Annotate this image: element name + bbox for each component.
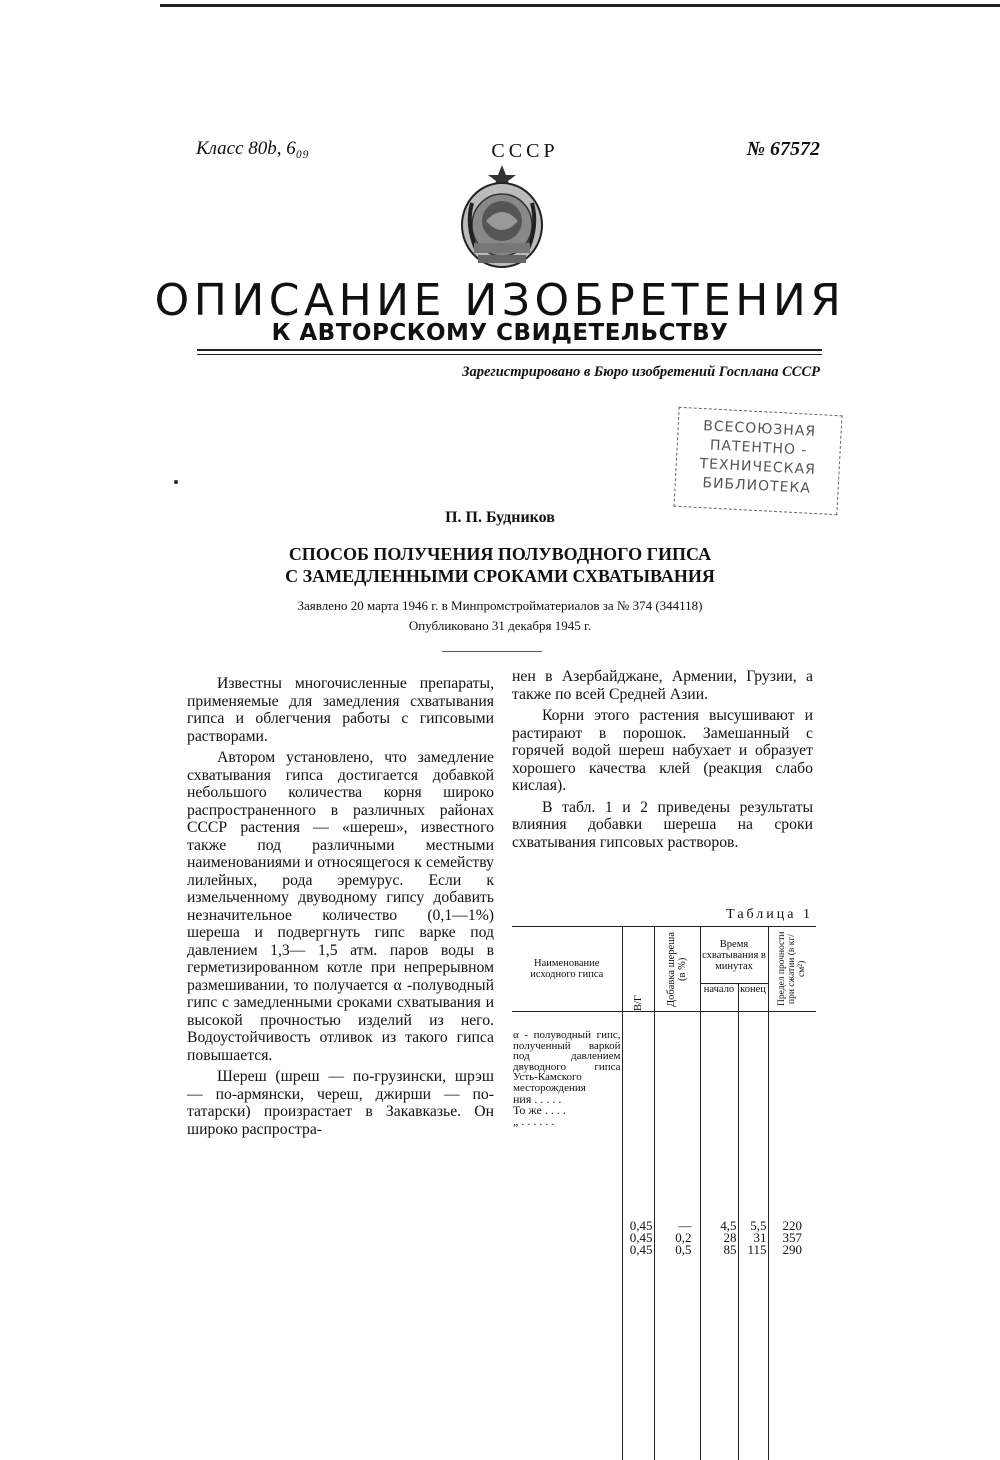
body-left-column	[187, 675, 494, 1138]
title-divider-thin	[197, 354, 822, 355]
body-paragraph: нен в Азербайджане, Армении, Грузии, а также по всей Средней Азии.	[512, 668, 813, 703]
registration-note: Зарегистрировано в Бюро изобретений Госплана СССР	[360, 364, 820, 381]
additive-value: 0,5	[656, 1244, 692, 1256]
end-value: 5,5	[740, 1220, 767, 1232]
country-label: СССР	[470, 140, 580, 163]
filed-date: Заявлено 20 марта 1946 г. в Минпромстройматериалов за № 374 (344118)	[150, 596, 850, 616]
header-wg	[622, 927, 654, 1012]
invention-title-line: СПОСОБ ПОЛУЧЕНИЯ ПОЛУВОДНОГО ГИПСА	[150, 543, 850, 565]
body-right-column	[512, 668, 813, 851]
document-main-title: ОПИСАНИЕ ИЗОБРЕТЕНИЯ	[150, 275, 850, 326]
strength-cell	[768, 1012, 816, 1460]
patent-number: № 67572	[690, 138, 820, 161]
strength-value: 357	[770, 1232, 816, 1244]
header-additive	[654, 927, 700, 1012]
body-paragraph: Шереш (шреш — по-грузински, шрэш — по-армянски, череш, джирши — по-татарски) произрастает в Закавказье. Он широко распростра-	[187, 1068, 494, 1138]
document-subtitle: К АВТОРСКОМУ СВИДЕТЕЛЬСТВУ	[150, 320, 850, 346]
invention-title	[150, 543, 850, 587]
material-cell	[512, 1012, 622, 1460]
body-paragraph: Автором установлено, что замедление схватывания гипса достигается добавкой небольшого количества корня широко распространенного в различных районах СССР растения — «шереш», известного также под различными местными наименованиями и относящегося к семейству лилейных, рода эремурус. Если к измельченному двуводному гипсу добавить незначительное количество (0,1—1%) шереша и подвергнуть гипс варке под давлением 1,3— 1,5 атм. паров воды в герметизированном котле при непрерывном размешивании, то получается α -полуводный гипс с замедленными сроками схватывания и высокой прочностью изделий из него. Водоустойчивость отливок из такого гипса повышается.	[187, 749, 494, 1064]
stamp-line: ВСЕСОЮЗНАЯ	[678, 416, 841, 443]
stamp-line: ПАТЕНТНО -	[677, 435, 840, 462]
body-paragraph: В табл. 1 и 2 приведены результаты влияния добавки шереша на сроки схватывания гипсовых растворов.	[512, 799, 813, 852]
start-cell	[700, 1012, 738, 1460]
material-description: α - полуводный гипс, полученный варкой под давлением двуводного гипса Усть-Камского месторождения	[513, 1030, 621, 1094]
library-stamp	[673, 407, 842, 515]
table-caption: Таблица 1	[600, 907, 813, 923]
filing-info	[150, 596, 850, 636]
classification-label: Класс 80b, 6₀₉	[196, 138, 309, 160]
end-value: 115	[740, 1244, 767, 1256]
header-strength-text: Предел прочности при сжатии (в кг/см²)	[777, 928, 807, 1010]
section-divider	[442, 651, 542, 652]
wg-value: 0,45	[624, 1244, 653, 1256]
title-divider-thick	[197, 349, 822, 351]
wg-value: 0,45	[624, 1220, 653, 1232]
stamp-line: ТЕХНИЧЕСКАЯ	[676, 454, 839, 481]
author-name: П. П. Будников	[300, 509, 700, 527]
end-cell	[738, 1012, 768, 1460]
wg-cell	[622, 1012, 654, 1460]
start-value: 4,5	[702, 1220, 737, 1232]
table-row	[512, 1012, 816, 1460]
body-paragraph: Корни этого растения высушивают и растирают в порошок. Замешанный с горячей водой шереш набухает и образует хорошего качества клей (реакция слабо кислая).	[512, 707, 813, 795]
header-start: начало	[700, 984, 738, 1012]
header-setting-time: Время схватывания в минутах	[700, 927, 768, 984]
additive-value: 0,2	[656, 1232, 692, 1244]
data-table	[512, 926, 816, 1460]
stamp-line: БИБЛИОТЕКА	[675, 473, 838, 500]
strength-value: 220	[770, 1220, 816, 1232]
header-material: Наименование исходного гипса	[512, 927, 622, 1012]
strength-value: 290	[770, 1244, 816, 1256]
header-wg-text: В/Г	[633, 995, 644, 1011]
row-label: ния . . . . .	[513, 1094, 621, 1105]
top-border-rule	[160, 4, 1000, 7]
row-label: То же . . . .	[513, 1105, 621, 1116]
start-value: 28	[702, 1232, 737, 1244]
header-end: конец	[738, 984, 768, 1012]
row-label: „ . . . . . .	[513, 1116, 621, 1127]
margin-mark	[174, 480, 178, 484]
wg-value: 0,45	[624, 1232, 653, 1244]
start-value: 85	[702, 1244, 737, 1256]
end-value: 31	[740, 1232, 767, 1244]
invention-title-line: С ЗАМЕДЛЕННЫМИ СРОКАМИ СХВАТЫВАНИЯ	[150, 565, 850, 587]
additive-cell	[654, 1012, 700, 1460]
header-additive-text: Добавка шереша (в %)	[666, 929, 688, 1009]
additive-value: —	[656, 1220, 692, 1232]
ussr-emblem-icon	[456, 163, 548, 271]
header-strength	[768, 927, 816, 1012]
body-paragraph: Известны многочисленные препараты, применяемые для замедления схватывания гипса и облегчения работы с гипсовыми растворами.	[187, 675, 494, 745]
published-date: Опубликовано 31 декабря 1945 г.	[150, 616, 850, 636]
